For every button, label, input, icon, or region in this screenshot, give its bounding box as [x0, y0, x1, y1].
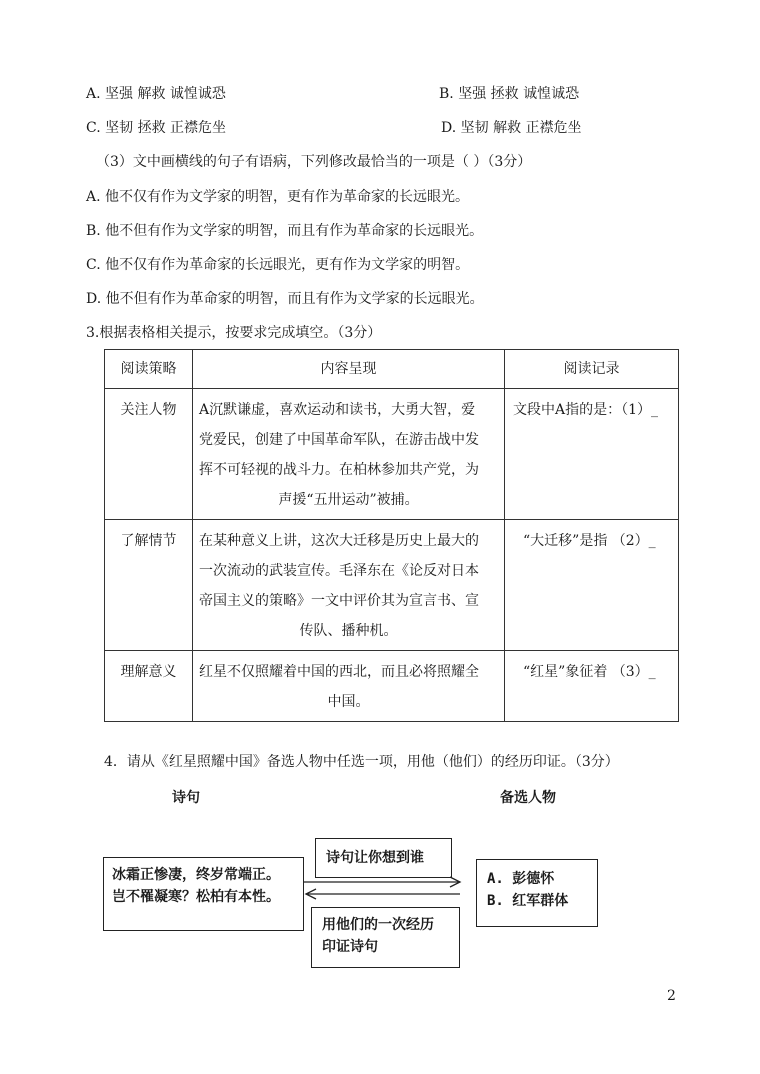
person-option-b[interactable]: B. 红军群体: [487, 893, 569, 909]
row-content: [193, 520, 505, 651]
content-line: 红星不仅照耀着中国的西北，而且必将照耀全: [199, 664, 479, 680]
label-people: 备选人物: [500, 790, 556, 806]
content-line: A沉默谦虚，喜欢运动和读书，大勇大智，爱: [199, 402, 476, 418]
option-d: D. 坚韧 解救 正襟危坐: [441, 120, 582, 136]
row-content: [193, 389, 505, 520]
poem-line: 冰霜正惨凄，终岁常端正。: [112, 867, 280, 883]
table-row: [105, 520, 679, 651]
option-c: C. 坚韧 拯救 正襟危坐: [86, 120, 227, 136]
subquestion-3-option-c: C. 他不仅有作为革命家的长远眼光，更有作为文学家的明智。: [86, 257, 470, 273]
content-line: 在某种意义上讲，这次大迁移是历史上最大的: [199, 533, 479, 549]
reading-table: [104, 349, 679, 722]
row-record[interactable]: “大迁移”是指 （2）_: [505, 520, 679, 651]
row-strategy: 了解情节: [120, 533, 177, 549]
content-line: 传队、播种机。: [299, 623, 398, 639]
option-b: B. 坚强 拯救 诚惶诚恐: [439, 86, 580, 102]
content-line: 中国。: [327, 694, 370, 710]
subquestion-3-stem: （3）文中画横线的句子有语病，下列修改最恰当的一项是（ ）（3分）: [96, 154, 532, 170]
connector-arrows: [300, 870, 480, 910]
page-number: 2: [667, 988, 676, 1004]
option-a: A. 坚强 解救 诚惶诚恐: [86, 86, 226, 102]
row-strategy: 理解意义: [120, 664, 177, 680]
content-line: 帝国主义的策略》一文中评价其为宣言书、宣: [199, 593, 479, 609]
header-content: 内容呈现: [193, 350, 505, 389]
content-line: 声援“五卅运动”被捕。: [278, 492, 419, 508]
prompt-box-verify: [311, 907, 460, 968]
header-strategy: 阅读策略: [105, 350, 193, 389]
content-line: 一次流动的武装宣传。毛泽东在《论反对日本: [199, 563, 479, 579]
poem-line: 岂不罹凝寒？松柏有本性。: [112, 889, 280, 905]
people-box: [476, 859, 598, 927]
label-poem: 诗句: [172, 790, 200, 806]
header-record: 阅读记录: [505, 350, 679, 389]
row-strategy: 关注人物: [120, 402, 177, 418]
row-record[interactable]: “红星”象征着 （3）_: [505, 651, 679, 722]
prompt-verify-line: 印证诗句: [322, 939, 378, 955]
content-line: 党爱民，创建了中国革命军队，在游击战中发: [199, 432, 479, 448]
question-4-stem: 4．请从《红星照耀中国》备选人物中任选一项，用他（他们）的经历印证。（3分）: [104, 754, 619, 770]
subquestion-3-option-a: A. 他不仅有作为文学家的明智，更有作为革命家的长远眼光。: [86, 189, 470, 205]
prompt-who-text: 诗句让你想到谁: [326, 850, 424, 866]
content-line: 挥不可轻视的战斗力。在柏林参加共产党，为: [199, 462, 479, 478]
subquestion-3-option-b: B. 他不但有作为文学家的明智，而且有作为革命家的长远眼光。: [86, 223, 484, 239]
row-record[interactable]: 文段中A指的是：（1）_: [505, 389, 679, 520]
poem-box: [103, 857, 304, 931]
question-3-stem: 3.根据表格相关提示，按要求完成填空。（3分）: [86, 325, 382, 341]
person-option-a[interactable]: A. 彭德怀: [487, 871, 555, 887]
table-header-row: [105, 350, 679, 389]
row-content: [193, 651, 505, 722]
subquestion-3-option-d: D. 他不但有作为革命家的明智，而且有作为文学家的长远眼光。: [86, 291, 484, 307]
table-row: [105, 389, 679, 520]
table-row: [105, 651, 679, 722]
prompt-verify-line: 用他们的一次经历: [322, 917, 434, 933]
